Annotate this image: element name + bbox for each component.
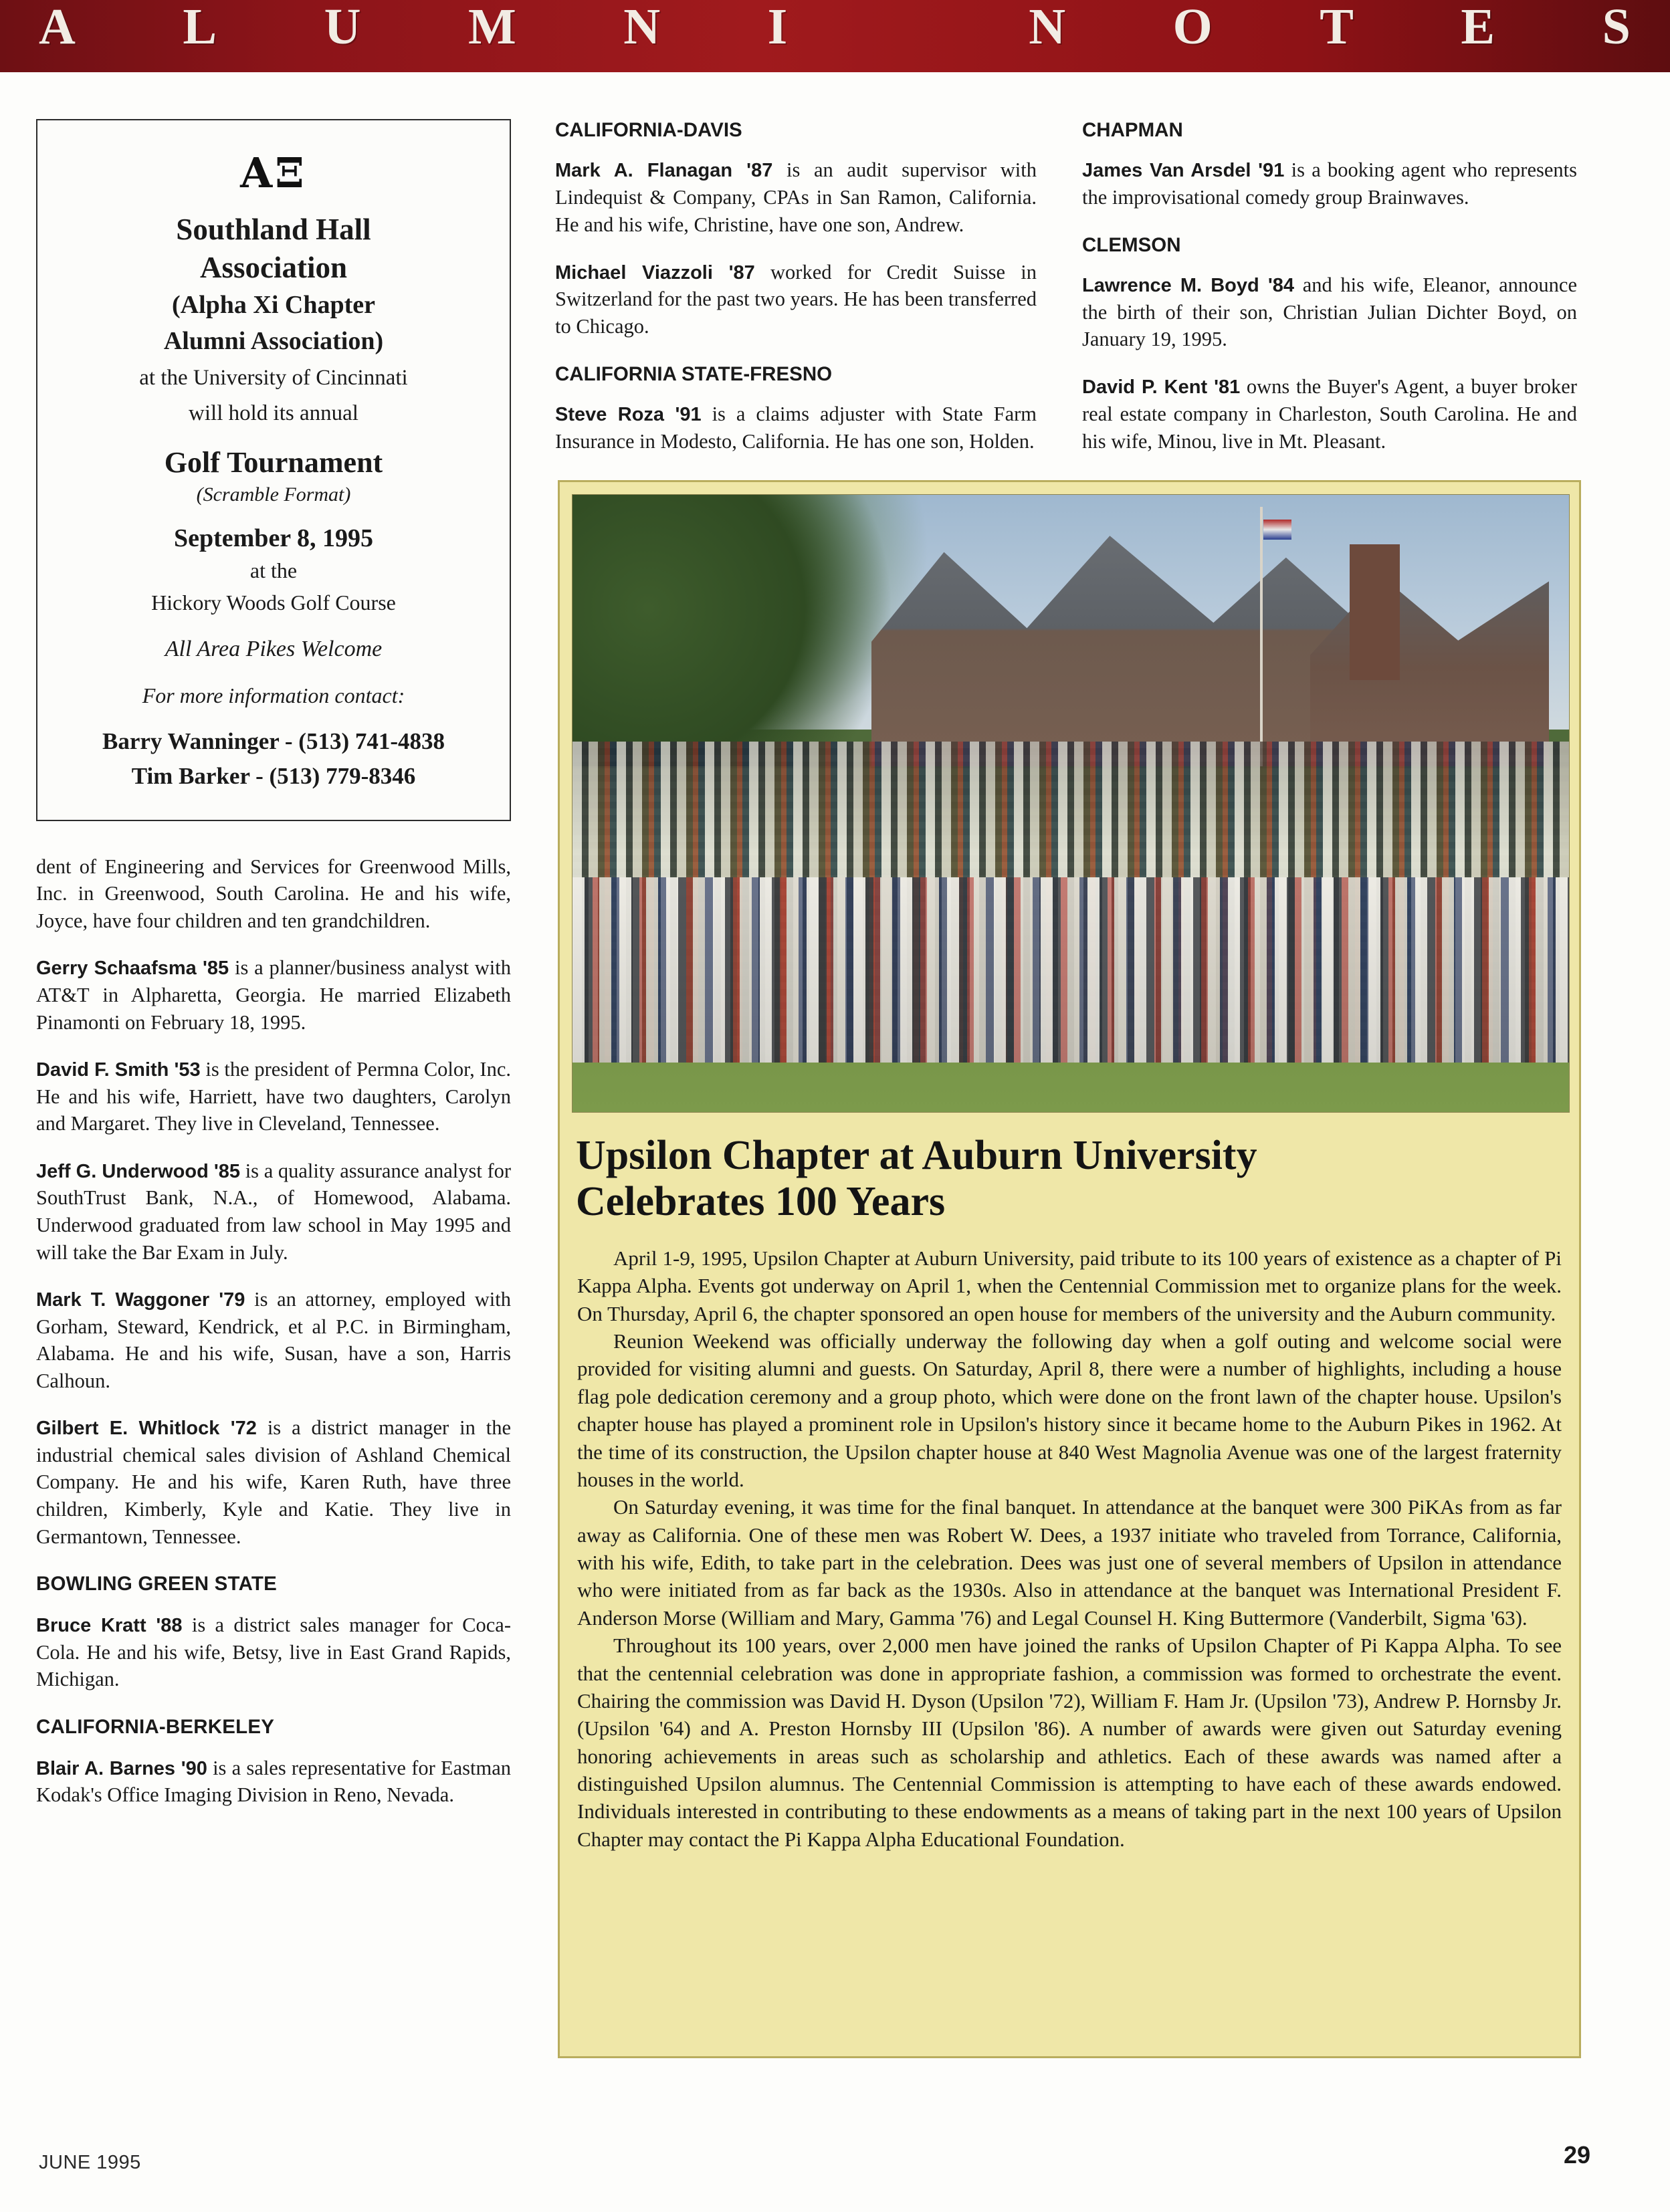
note-item [36,1286,511,1394]
note-item [1082,271,1577,354]
feature-headline-line1: Upsilon Chapter at Auburn University [576,1133,1257,1178]
note-name: Michael Viazzoli '87 [555,261,755,284]
masthead-letter: T [1320,0,1354,55]
note-text: is a sales representative for Eastman Kodak's Office Imaging Division in Reno, Nevada. [36,1756,511,1807]
ad-host-line2: will hold its annual [189,401,358,426]
ad-subtitle-line1: (Alpha Xi Chapter [171,291,376,320]
note-item [555,156,1037,239]
section-heading-california-berkeley: CALIFORNIA-BERKELEY [36,1715,275,1738]
right-column [1082,119,1577,475]
note-name: Bruce Kratt '88 [36,1615,183,1637]
ad-title-line1: Southland Hall [176,213,371,246]
ad-contact-label: For more information contact: [142,683,405,708]
photo-flag [1263,520,1291,540]
note-name: Mark T. Waggoner '79 [36,1289,245,1311]
left-column [36,119,511,1829]
ad-title-line2: Association [199,251,347,285]
note-item [36,1157,511,1266]
ad-host-line1: at the University of Cincinnati [139,366,408,391]
masthead-letter: E [1461,0,1495,55]
note-name: David F. Smith '53 [36,1059,201,1081]
middle-column [555,119,1037,475]
greek-letters-alpha-xi: ΑΞ [240,148,307,197]
note-name: Lawrence M. Boyd '84 [1082,274,1295,296]
masthead-letter: N [623,0,661,55]
note-text: is a district sales manager for Coca-Cola. He and his wife, Betsy, live in East Grand Rapids, Michigan. [36,1614,512,1691]
note-text: worked for Credit Suisse in Switzerland for the past two years. He has been transferred to Chicago. [555,260,1037,338]
note-text: is an audit supervisor with Lindequist & Company, CPAs in San Ramon, California. He and his wife, Christine, have one son, Andrew. [555,158,1037,236]
footer-page-number: 29 [1564,2141,1591,2169]
masthead-letter: L [183,0,217,55]
note-item [36,1612,511,1693]
masthead-letter: O [1172,0,1213,55]
page-body [0,72,1670,2212]
note-name: Gerry Schaafsma '85 [36,958,229,980]
masthead-letters [39,0,1631,55]
photo-flagpole [1260,507,1263,778]
masthead-letter: I [767,0,788,55]
section-heading-bowling-green: BOWLING GREEN STATE [36,1573,277,1595]
feature-paragraph: Reunion Weekend was officially underway the following day when a golf outing and welcome social were provided for visiting alumni and guests. On Saturday, April 8, there were a number of highlights, including a house flag pole dedication ceremony and a group photo, which were done on the front lawn of the chapter house. Upsilon's chapter house has played a prominent role in Upsilon's history since it became home to the Auburn Pikes in 1962. At the time of its construction, the Upsilon chapter house at 840 West Magnolia Avenue was one of the largest fraternity houses in the world. [577,1329,1562,1491]
footer-issue-date: JUNE 1995 [39,2152,141,2173]
left-alumni-notes [36,853,511,1809]
photo-crowd-shading [572,742,1569,1063]
feature-body [577,1244,1562,1853]
note-item [36,1755,511,1809]
feature-article-upsilon-centennial [558,480,1581,2058]
note-text: is a claims adjuster with State Farm Insurance in Modesto, California. He has one son, Holden. [555,403,1037,453]
masthead-letter: A [39,0,76,55]
note-item [1082,156,1577,211]
note-text: is a planner/business analyst with AT&T in Alpharetta, Georgia. He married Elizabeth Pinamonti on February 18, 1995. [36,956,512,1034]
note-name: Blair A. Barnes '90 [36,1757,207,1779]
note-name: David P. Kent '81 [1082,376,1241,399]
note-text: is the president of Permna Color, Inc. He and his wife, Harriett, have two daughters, Carolyn and Margaret. They live in Cleveland, Tennessee. [36,1058,511,1135]
photo-chimney [1350,544,1400,680]
ad-event-format: (Scramble Format) [196,483,351,506]
masthead-letter: S [1602,0,1631,55]
note-text: is an attorney, employed with Gorham, Steward, Kendrick, et al P.C. in Birmingham, Alabama. He and his wife, Susan, have a son, Harris Calhoun. [36,1288,512,1392]
section-heading-california-davis: CALIFORNIA-DAVIS [555,119,742,141]
ad-contact-barry: Barry Wanninger - (513) 741-4838 [102,728,445,755]
note-name: James Van Arsdel '91 [1082,160,1285,181]
note-text: and his wife, Eleanor, announce the birth of their son, Christian Julian Dichter Boyd, on January 19, 1995. [1082,273,1577,351]
note-text: is a quality assurance analyst for SouthTrust Bank, N.A., of Homewood, Alabama. Underwood graduated from law school in May 1995 and will take the Bar Exam in July. [36,1159,512,1264]
feature-photo-group-shot [572,494,1570,1113]
note-name: Jeff G. Underwood '85 [36,1160,241,1182]
ad-welcome-note: All Area Pikes Welcome [165,637,383,662]
note-text: is a district manager in the industrial chemical sales division of Ashland Chemical Company. He and his wife, Karen Ruth, have three children, Kimberly, Kyle and Katie. They live in Germantown, Tennessee. [36,1416,511,1548]
note-name: Gilbert E. Whitlock '72 [36,1418,257,1440]
ad-venue: Hickory Woods Golf Course [151,590,396,615]
masthead-letter: N [1029,0,1066,55]
note-item [1082,373,1577,455]
feature-headline-line2: Celebrates 100 Years [576,1179,946,1225]
ad-event-name: Golf Tournament [164,445,383,479]
golf-tournament-advertisement [36,119,511,821]
masthead-letter: U [324,0,361,55]
note-item [36,954,511,1036]
note-continued: dent of Engineering and Services for Greenwood Mills, Inc. in Greenwood, South Carolina. He and his wife, Joyce, have four children and ten grandchildren. [36,855,511,932]
note-item [36,1056,511,1137]
ad-subtitle-line2: Alumni Association) [163,326,384,355]
note-name: Steve Roza '91 [555,404,702,426]
ad-event-date: September 8, 1995 [174,524,373,552]
section-heading-chapman: CHAPMAN [1082,119,1183,141]
note-item [555,259,1037,341]
masthead-banner [0,0,1670,72]
feature-paragraph: April 1-9, 1995, Upsilon Chapter at Auburn University, paid tribute to its 100 years of existence as a chapter of Pi Kappa Alpha. Events got underway on April 1, when the Centennial Commission met to organize plans for the week. On Thursday, April 6, the chapter sponsored an open house for members of the university and the Auburn community. [577,1246,1562,1325]
feature-paragraph: On Saturday evening, it was time for the final banquet. In attendance at the banquet were 300 PiKAs from as far away as California. One of these men was Robert W. Dees, a 1937 initiate who traveled from Torrance, California, with his wife, Edith, to take part in the celebration. Dees was just one of several members of Upsilon in attendance who were initiated from as far back as the 1930s. Also in attendance at the banquet was International President F. Anderson Morse (William and Mary, Gamma '76) and Legal Counsel H. King Buttermore (Vanderbilt, Sigma '63). [577,1495,1562,1630]
section-heading-clemson: CLEMSON [1082,233,1181,256]
section-heading-california-state-fresno: CALIFORNIA STATE-FRESNO [555,363,833,386]
note-name: Mark A. Flanagan '87 [555,160,773,181]
feature-headline [576,1133,1567,1226]
note-text: owns the Buyer's Agent, a buyer broker real estate company in Charleston, South Carolina. He and his wife, Minou, live in Mt. Pleasant. [1082,375,1577,453]
note-item [555,401,1037,455]
feature-paragraph: Throughout its 100 years, over 2,000 men have joined the ranks of Upsilon Chapter of Pi Kappa Alpha. To see that the centennial celebration was done in appropriate fashion, a commission was formed to orchestrate the event. Chairing the commission was David H. Dyson (Upsilon '72), William F. Ham Jr. (Upsilon '73), Andrew P. Hornsby Jr. (Upsilon '64) and A. Preston Hornsby III (Upsilon '86). A number of awards were given out Saturday evening honoring achievements in areas such as scholarship and athletics. Each of these awards was named after a distinguished Upsilon alumnus. The Centennial Commission is attempting to have each of these awards endowed. Individuals interested in contributing to these endowments as a means of taking part in the next 100 years of Upsilon Chapter may contact the Pi Kappa Alpha Educational Foundation. [577,1634,1562,1851]
masthead-letter: M [467,0,516,55]
note-item [36,1414,511,1550]
note-text: is a booking agent who represents the improvisational comedy group Brainwaves. [1082,158,1577,209]
ad-at-the: at the [249,558,298,582]
ad-contact-tim: Tim Barker - (513) 779-8346 [131,763,416,790]
